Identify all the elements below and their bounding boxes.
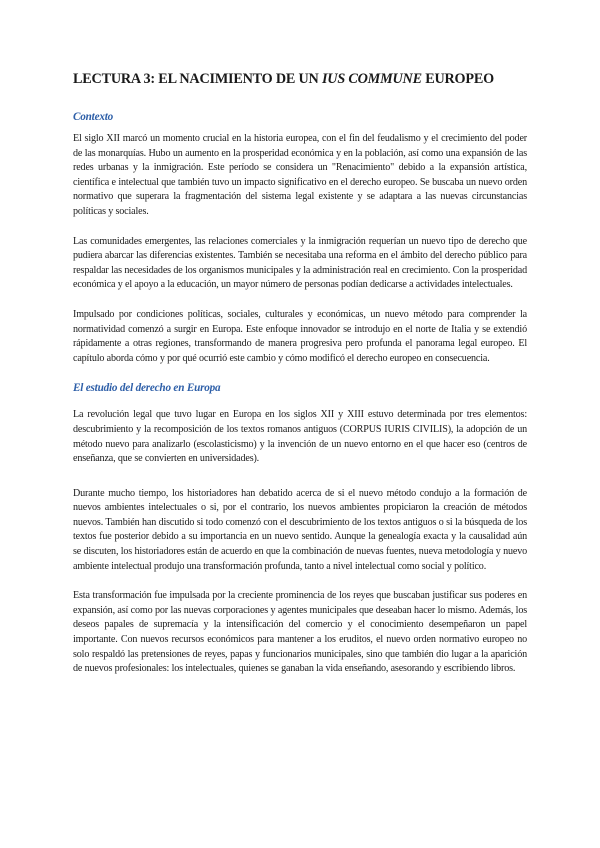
paragraph: El siglo XII marcó un momento crucial en la historia europea, con el fin del feudalismo y el crecimiento del poder de las monarquías. Hubo un aumento en la prosperidad económica y en la población, así como una expansión de las redes urbanas y la inmigración. Este período se considera un "Renacimiento" debido a la expansión artística, científica e intelectual que también tuvo un impacto significativo en el derecho europeo. Se buscaba un nuevo orden normativo que superara la fragmentación del sistema legal existente y se adaptara a las nuevas circunstancias políticas y sociales. — [73, 133, 527, 217]
title-suffix: EUROPEO — [421, 71, 494, 87]
paragraph: Esta transformación fue impulsada por la creciente prominencia de los reyes que buscaban justificar sus poderes en expansión, así como por las nuevas corporaciones y agentes municipales que deseaban hacer lo mismo. Además, los deseos papales de supremacía y la intensificación del comercio y el conocimiento desempeñaron un papel importante. Con nuevos recursos económicos para mantener a los eruditos, el nuevo orden normativo europeo no solo respaldó las pretensiones de reyes, papas y funcionarios municipales, sino que también dio lugar a la aparición de nuevos profesionales: los intelectuales, quienes se ganaban la vida enseñando, asesorando y escribiendo libros. — [73, 590, 527, 675]
paragraph: Durante mucho tiempo, los historiadores han debatido acerca de si el nuevo método condujo a la formación de nuevos ambientes intelectuales o si, por el contrario, los nuevos ambientes propiciaron la creación de métodos nuevos. También han discutido si todo comenzó con el descubrimiento de los textos antiguos o si la búsqueda de los textos fue posterior debido a su importancia en un nuevo sentido. Aunque la genealogía exacta y la causalidad aún se discuten, los historiadores están de acuerdo en que la combinación de nuevas fuentes, nueva metodología y nuevo ambiente intelectual produjo una transformación profunda, tanto a nivel intelectual como social y político. — [73, 487, 527, 572]
document-page — [73, 70, 527, 692]
document-title — [73, 70, 527, 88]
paragraph: Las comunidades emergentes, las relaciones comerciales y la inmigración requerían un nuevo tipo de derecho que pudiera abarcar las diferencias existentes. También se necesitaba una reforma en el ámbito del derecho público para respaldar las necesidades de los organismos municipales y la administración real en crecimiento. Con la prosperidad económica y el apoyo a la educación, un mayor número de personas podían dedicarse a actividades intelectuales. — [73, 235, 527, 291]
section-heading-estudio-derecho: El estudio del derecho en Europa — [73, 382, 221, 395]
paragraph: La revolución legal que tuvo lugar en Europa en los siglos XII y XIII estuvo determinada por tres elementos: descubrimiento y la recomposición de los textos romanos antiguos (CORPUS IURIS CIVILIS), la adopción de un método nuevo para analizarlo (escolasticismo) y la invención de un nuevo entorno en el que hacer eso (centros de enseñanza, que se convierten en universidades). — [73, 409, 527, 465]
title-italic-latin: IUS COMMUNE — [321, 71, 422, 87]
paragraph: Impulsado por condiciones políticas, sociales, culturales y económicas, un nuevo método para comprender la normatividad comenzó a surgir en Europa. Este enfoque innovador se introdujo en el norte de Italia y se extendió rápidamente a otras regiones, transformando de manera progresiva pero profunda el panorama legal europeo. El capítulo aborda cómo y por qué ocurrió este cambio y cómo modificó el derecho europeo en consecuencia. — [73, 308, 527, 364]
title-prefix: LECTURA 3: EL NACIMIENTO DE UN — [73, 71, 322, 87]
section-heading-contexto: Contexto — [73, 111, 114, 123]
